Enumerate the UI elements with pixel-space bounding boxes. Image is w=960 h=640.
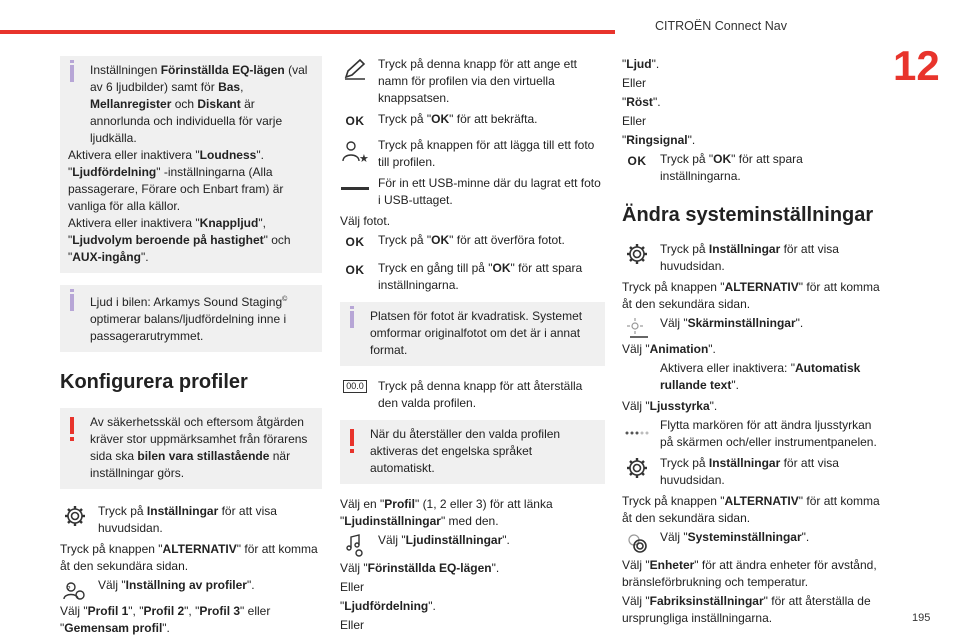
info-ljudvolym: "Ljudvolym beroende på hastighet" och xyxy=(68,233,291,247)
info-icon xyxy=(70,65,74,82)
step-text: Tryck på knappen för att lägga till ett foto till profilen. xyxy=(378,138,595,169)
step-move-slider xyxy=(622,417,884,451)
section-heading-system: Ändra systeminställningar xyxy=(622,204,874,226)
section-heading-profiles: Konfigurera profiler xyxy=(60,371,248,393)
step-profile-settings xyxy=(60,577,322,597)
info-loudness: Aktivera eller inaktivera "Loudness". xyxy=(68,148,264,162)
sun-icon xyxy=(622,317,652,341)
step-alternativ: Tryck på knappen "ALTERNATIV" för att komma åt den sekundära sidan. xyxy=(622,280,880,311)
gear-icon xyxy=(622,457,652,481)
or-text: Eller xyxy=(622,76,647,90)
step-select-photo: Välj fotot. xyxy=(340,214,391,228)
info-knappljud: Aktivera eller inaktivera "Knappljud", xyxy=(68,216,266,230)
info-box-eq xyxy=(60,56,322,273)
step-transfer-photo xyxy=(340,232,605,252)
step-text: Tryck på "OK" för att bekräfta. xyxy=(378,112,538,126)
step-alternativ: Tryck på knappen "ALTERNATIV" för att komma åt den sekundära sidan. xyxy=(60,542,318,573)
step-text: Tryck på denna knapp för att ange ett namn för profilen via den virtuella knappsatsen. xyxy=(378,57,578,105)
or-text: Eller xyxy=(340,618,365,632)
step-screen-settings xyxy=(622,315,884,335)
step-text: Tryck på Inställningar för att visa huvudsidan. xyxy=(98,504,277,535)
step-sound-settings xyxy=(340,532,605,552)
or-text: Eller xyxy=(340,580,365,594)
step-text: Aktivera eller inaktivera: "Automatisk rullande text". xyxy=(660,361,861,392)
step-link-profile: Välj en "Profil" (1, 2 eller 3) för att länka "Ljudinställningar" med den. xyxy=(340,497,553,528)
step-factory-reset: Välj "Fabriksinställningar" för att återställa de ursprungliga inställningarna. xyxy=(622,594,871,625)
step-text: Välj "Inställning av profiler". xyxy=(98,578,255,592)
warning-icon xyxy=(70,417,74,434)
step-insert-usb xyxy=(340,175,605,209)
step-alternativ-2: Tryck på knappen "ALTERNATIV" för att komma åt den sekundära sidan. xyxy=(622,494,880,525)
chapter-number: 12 xyxy=(893,42,940,89)
step-units: Välj "Enheter" för att ändra enheter för avstånd, bränsleförbrukning och temperatur. xyxy=(622,558,877,589)
step-name-profile xyxy=(340,56,605,107)
ok-icon: OK xyxy=(345,235,365,249)
step-text: Välj "Skärminställningar". xyxy=(660,316,804,330)
page-number: 195 xyxy=(912,612,931,624)
ok-icon: OK xyxy=(345,114,365,128)
step-select-profile: Välj "Profil 1", "Profil 2", "Profil 3" eller "Gemensam profil". xyxy=(60,604,271,635)
info-arkamys-text: Ljud i bilen: Arkamys Sound Staging© optimerar balans/ljudfördelning inne i passagerarutrymmet. xyxy=(90,295,288,343)
step-text: Tryck på Inställningar för att visa huvudsidan. xyxy=(660,242,839,273)
gear-icon xyxy=(622,243,652,267)
gear-icon xyxy=(60,505,90,529)
step-text: Tryck på "OK" för att överföra fotot. xyxy=(378,233,565,247)
step-sound-distribution: "Ljudfördelning". xyxy=(340,599,436,613)
step-open-settings xyxy=(622,241,884,275)
step-confirm xyxy=(340,111,605,131)
slider-icon xyxy=(622,419,652,443)
warning-box-safety xyxy=(60,408,322,489)
column-3 xyxy=(622,56,884,629)
step-text: Tryck på Inställningar för att visa huvudsidan. xyxy=(660,456,839,487)
step-eq-modes: Välj "Förinställda EQ-lägen". xyxy=(340,561,500,575)
profile-settings-icon xyxy=(60,579,90,603)
ok-icon: OK xyxy=(627,154,647,168)
pencil-icon xyxy=(340,58,370,82)
reset-icon: 00.0 xyxy=(340,380,370,404)
option-ringsignal: "Ringsignal". xyxy=(622,133,696,147)
info-photo-text: Platsen för fotot är kvadratisk. Systemet omformar originalfotot om det är i annat format. xyxy=(370,309,583,357)
step-add-photo xyxy=(340,137,605,171)
step-text: Tryck en gång till på "OK" för att spara inställningarna. xyxy=(378,261,583,292)
warning-safety-text: Av säkerhetsskäl och eftersom åtgärden kräver stor uppmärksamhet från förarens sida ska bilen vara stillastående när inställningar görs. xyxy=(90,415,308,480)
step-save-sound xyxy=(622,151,884,185)
svg-text:★: ★ xyxy=(359,152,369,163)
step-open-settings-2 xyxy=(622,455,884,489)
step-text: Flytta markören för att ändra ljusstyrkan på skärmen och/eller instrumentpanelen. xyxy=(660,418,877,449)
info-box-photo xyxy=(340,302,605,366)
step-text: Välj "Systeminställningar". xyxy=(660,530,810,544)
option-rost: "Röst". xyxy=(622,95,661,109)
add-photo-icon xyxy=(340,139,370,163)
or-text: Eller xyxy=(622,114,647,128)
header-title: CITROËN Connect Nav xyxy=(655,19,787,33)
step-animation: Välj "Animation". xyxy=(622,342,716,356)
info-icon xyxy=(350,311,354,328)
usb-slot-icon xyxy=(340,177,370,201)
column-1 xyxy=(60,56,322,639)
svg-text:?: ? xyxy=(67,585,71,593)
warning-language-text: När du återställer den valda profilen aktiveras det engelska språket automatiskt. xyxy=(370,427,561,475)
option-ljud: "Ljud". xyxy=(622,57,660,71)
info-ljudfordelning: "Ljudfördelning" -inställningarna (Alla passagerare, Förare och Enbart fram) är vanliga för alla källor. xyxy=(68,165,284,213)
step-auto-scroll xyxy=(622,360,884,394)
step-text: För in ett USB-minne där du lagrat ett foto i USB-uttaget. xyxy=(378,176,601,207)
step-reset-profile xyxy=(340,378,605,412)
step-text: Tryck på "OK" för att spara inställningarna. xyxy=(660,152,803,183)
info-icon xyxy=(70,294,74,311)
step-system-settings xyxy=(622,529,884,549)
step-save-photo xyxy=(340,260,605,294)
warning-icon xyxy=(350,429,354,446)
header-red-bar xyxy=(0,30,615,34)
ok-icon: OK xyxy=(345,263,365,277)
music-settings-icon xyxy=(340,534,370,558)
info-eq-text: Inställningen Förinställda EQ-lägen (val av 6 ljudbilder) samt för Bas, Mellanregister och Diskant är annorlunda och individuella för varje ljudkälla. xyxy=(90,63,308,145)
step-open-settings xyxy=(60,503,322,537)
info-box-arkamys xyxy=(60,285,322,352)
system-settings-icon xyxy=(622,531,652,555)
step-brightness: Välj "Ljusstyrka". xyxy=(622,399,718,413)
column-2 xyxy=(340,56,605,636)
step-text: Tryck på denna knapp för att återställa den valda profilen. xyxy=(378,379,583,410)
warning-box-language xyxy=(340,420,605,484)
info-aux: "AUX-ingång". xyxy=(68,250,149,264)
step-text: Välj "Ljudinställningar". xyxy=(378,533,510,547)
